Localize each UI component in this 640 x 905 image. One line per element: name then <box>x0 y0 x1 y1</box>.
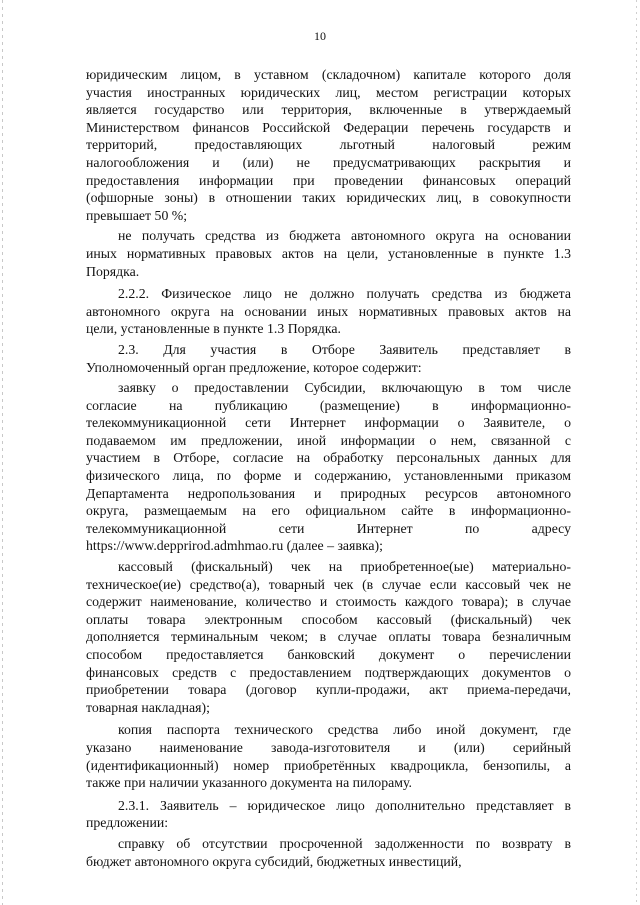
text-line: телекоммуникационной сети Интернет по адресу <box>86 520 571 536</box>
paragraph <box>86 285 571 338</box>
text-line: указано наименование завода-изготовителя и (или) серийный <box>86 739 571 755</box>
text-line: Порядка. <box>86 263 140 279</box>
text-line: (офшорные зоны) в отношении таких юридических лиц, в совокупности <box>86 190 571 206</box>
text-line: также при наличии указанного документа на пилораму. <box>86 775 412 791</box>
paragraph <box>86 721 571 791</box>
text-line: содержит наименование, количество и стоимость каждого товара); в случае <box>86 594 571 610</box>
text-line: 2.2.2. Физическое лицо не должно получать средства из бюджета <box>118 286 571 302</box>
page-number: 10 <box>314 29 326 43</box>
text-line: иных нормативных правовых актов на цели, установленные в пункте 1.3 <box>86 245 571 261</box>
text-line: заявку о предоставлении Субсидии, включающую в том числе <box>118 380 571 396</box>
text-line: налогообложения и (или) не предусматривающих раскрытия и <box>86 154 571 170</box>
text-line: физического лица, по форме и содержанию, установленными приказом <box>86 468 571 484</box>
text-line: является государство или территория, включенные в утверждаемый <box>86 102 571 118</box>
text-line: дополняется терминальным чеком; в случае оплаты товара безналичным <box>86 629 571 645</box>
text-line: способом предоставляется банковский документ о перечислении <box>86 647 571 662</box>
text-line: согласие на публикацию (размещение) в информационно- <box>86 397 571 413</box>
text-line: цели, установленные в пункте 1.3 Порядка. <box>86 321 341 337</box>
text-line: превышает 50 %; <box>86 207 188 223</box>
text-line: предложении: <box>86 815 169 831</box>
text-line: телекоммуникационной сети Интернет информации о Заявителе, о <box>86 415 571 431</box>
text-line: оплаты товара электронным способом кассовый (фискальный) чек <box>86 611 571 627</box>
text-line: территорий, предоставляющих льготный налоговый режим <box>86 137 571 153</box>
text-line: товарная накладная); <box>86 699 210 715</box>
text-line: юридическим лицом, в уставном (складочном) капитале которого доля <box>86 67 571 82</box>
scan-edge-left <box>2 0 3 905</box>
text-line: бюджет автономного округа субсидий, бюджетных инвестиций, <box>86 853 462 869</box>
text-line: приобретении товара (договор купли-продажи, акт приема-передачи, <box>86 682 571 698</box>
paragraph <box>86 558 571 716</box>
text-line: техническое(ие) средство(а), товарный чек (в случае если кассовый чек не <box>86 576 571 592</box>
text-line: округа, размещаемым на его официальном сайте в информационно- <box>86 503 571 519</box>
scan-edge-right <box>636 0 637 905</box>
text-line: https://www.depprirod.admhmao.ru (далее – заявка); <box>86 538 383 554</box>
text-line: участия иностранных юридических лиц, местом регистрации которых <box>86 84 571 100</box>
text-line: справку об отсутствии просроченной задолженности по возврату в <box>118 835 571 851</box>
text-line: предоставления информации при проведении финансовых операций <box>86 172 571 188</box>
text-line: не получать средства из бюджета автономного округа на основании <box>118 228 571 244</box>
text-line: автономного округа на основании иных нормативных правовых актов на <box>86 303 571 319</box>
paragraph <box>86 227 571 280</box>
document-body <box>86 66 571 870</box>
paragraph <box>86 341 571 376</box>
text-line: Уполномоченный орган предложение, которое содержит: <box>86 359 422 375</box>
paragraph <box>86 66 571 224</box>
paragraph <box>86 835 571 870</box>
paragraph <box>86 379 571 555</box>
text-line: кассовый (фискальный) чек на приобретенное(ые) материально- <box>118 559 571 575</box>
text-line: финансовых средств с предоставлением подтверждающих документов о <box>86 664 571 680</box>
text-line: копия паспорта технического средства либо иной документ, где <box>118 722 571 738</box>
text-line: (идентификационный) номер приобретённых квадроцикла, бензопилы, а <box>86 757 571 773</box>
paragraph <box>86 797 571 832</box>
text-line: Министерством финансов Российской Федерации перечень государств и <box>86 119 571 135</box>
text-line: подаваемом им предложении, иной информации о нем, связанной с <box>86 432 571 448</box>
text-line: участием в Отборе, согласие на обработку персональных данных для <box>86 450 571 466</box>
text-line: 2.3. Для участия в Отборе Заявитель представляет в <box>118 341 571 357</box>
text-line: 2.3.1. Заявитель – юридическое лицо дополнительно представляет в <box>118 797 571 813</box>
text-line: Департамента недропользования и природных ресурсов автономного <box>86 485 571 501</box>
